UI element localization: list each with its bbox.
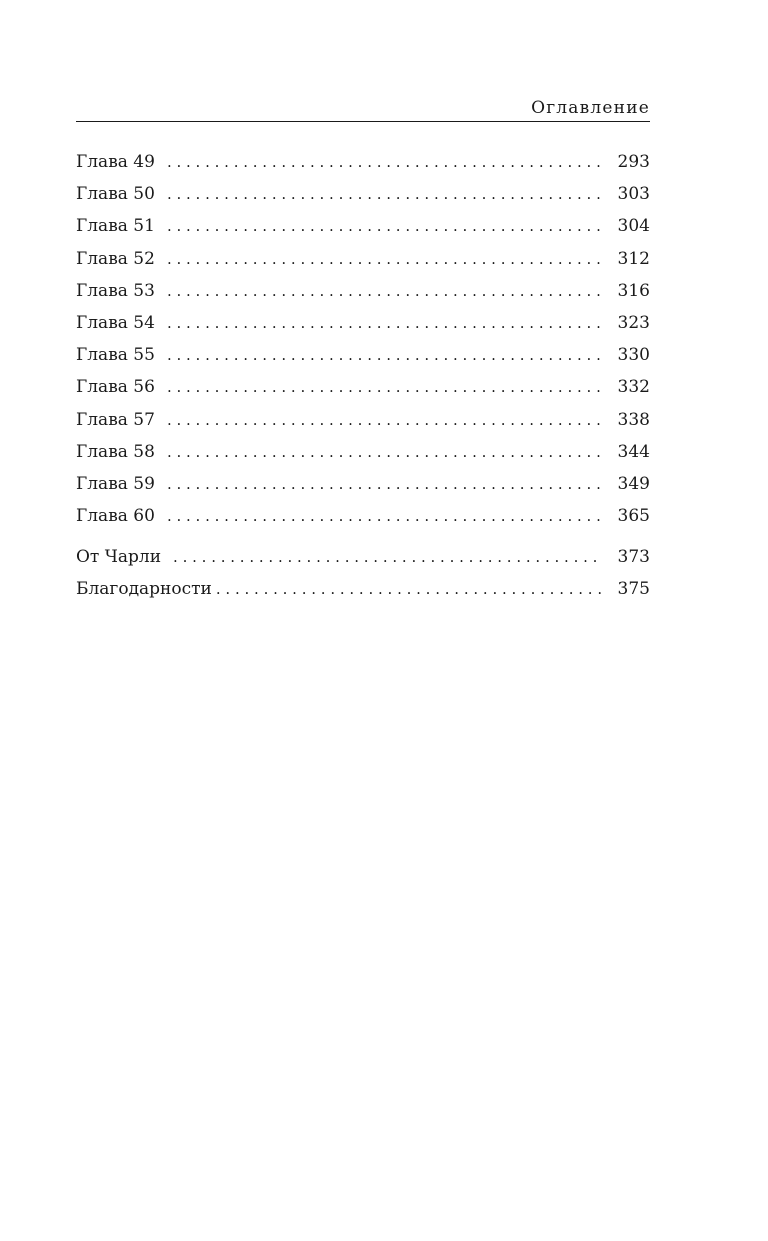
toc-entry-page: 349 — [617, 473, 650, 494]
toc-entry — [76, 243, 650, 275]
toc-entry — [76, 371, 650, 403]
dot-leader — [167, 146, 602, 178]
dot-leader — [167, 178, 602, 210]
toc-entry-page: 303 — [617, 184, 650, 205]
toc-entry-page: 293 — [617, 152, 650, 172]
toc-entry-title: Глава 59 — [76, 473, 155, 494]
toc-entry-title: От Чарли — [76, 547, 162, 568]
toc-entry — [76, 275, 650, 307]
dot-leader — [167, 500, 602, 532]
toc-entry — [76, 573, 650, 605]
toc-entry — [76, 146, 650, 178]
toc-entry — [76, 210, 650, 242]
dot-leader — [173, 541, 602, 573]
toc-entry — [76, 178, 650, 210]
header-rule — [76, 121, 650, 122]
toc-entry — [76, 468, 650, 500]
toc-entry-page: 312 — [617, 248, 650, 269]
dot-leader — [167, 243, 602, 275]
toc-entry-title: Глава 60 — [76, 506, 155, 527]
dot-leader — [167, 307, 602, 339]
dot-leader — [167, 275, 602, 307]
toc-entry-title: Глава 56 — [76, 377, 155, 398]
toc-entry-title: Глава 55 — [76, 345, 155, 366]
toc-entry-page: 373 — [617, 547, 650, 568]
toc-entry — [76, 404, 650, 436]
dot-leader — [167, 468, 602, 500]
section-gap — [76, 532, 650, 541]
toc-entry-page: 332 — [617, 377, 650, 398]
book-page — [76, 0, 650, 1241]
running-title: Оглавление — [531, 98, 650, 118]
dot-leader — [167, 404, 602, 436]
toc-entry-title: Глава 57 — [76, 409, 155, 430]
toc-entry — [76, 339, 650, 371]
dot-leader — [167, 210, 602, 242]
toc-entry-page: 330 — [617, 345, 650, 366]
dot-leader — [167, 371, 602, 403]
dot-leader — [167, 339, 602, 371]
toc-entry — [76, 436, 650, 468]
dot-leader — [167, 436, 602, 468]
toc-entry — [76, 541, 650, 573]
toc-entry-page: 365 — [617, 506, 650, 527]
toc-entry-title: Глава 50 — [76, 184, 155, 205]
toc-entry-title: Глава 52 — [76, 248, 155, 269]
toc-entry — [76, 500, 650, 532]
toc-entry-title: Глава 54 — [76, 312, 155, 333]
toc-entry-title: Благодарности — [76, 579, 212, 600]
toc-entry — [76, 307, 650, 339]
toc-entry-page: 323 — [617, 312, 650, 333]
toc-entry-page: 338 — [617, 409, 650, 430]
toc-entry-page: 344 — [617, 441, 650, 462]
toc-entry-page: 316 — [617, 280, 650, 301]
toc-entry-page: 375 — [617, 579, 650, 600]
toc-entry-title: Глава 49 — [76, 152, 155, 172]
toc-entry-title: Глава 53 — [76, 280, 155, 301]
table-of-contents — [76, 146, 650, 606]
dot-leader — [216, 573, 602, 605]
toc-entry-title: Глава 51 — [76, 216, 155, 237]
toc-entry-title: Глава 58 — [76, 441, 155, 462]
toc-entry-page: 304 — [617, 216, 650, 237]
